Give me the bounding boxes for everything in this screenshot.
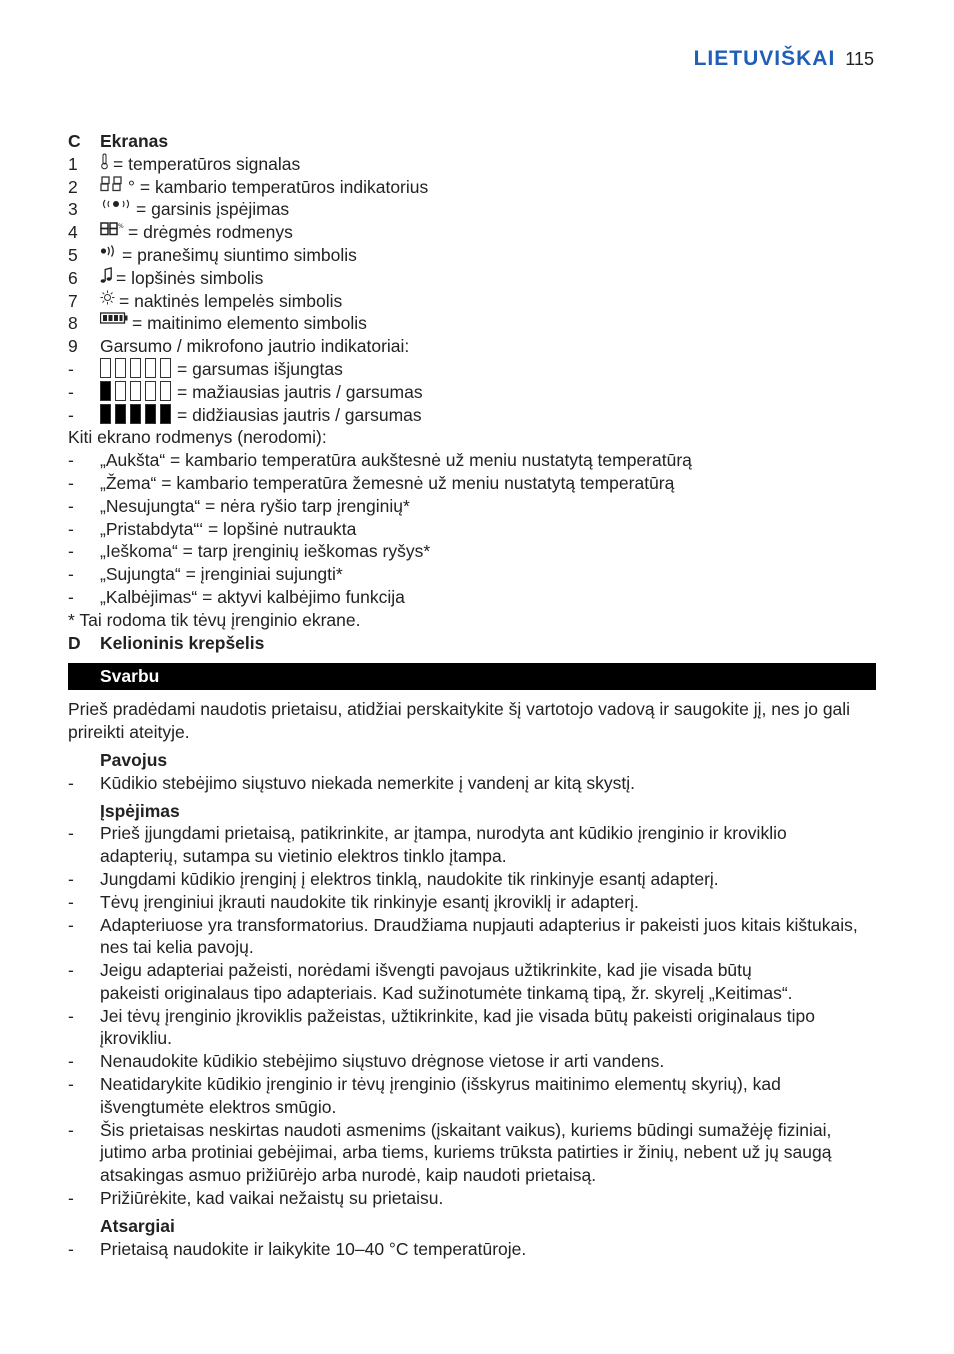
- section-d-heading: D Kelioninis krepšelis: [68, 632, 265, 653]
- list-item: - Adapteriuose yra transformatorius. Draudžiama nupjauti adapterius ir pakeisti juos kitais kištukais, nes tai kelia pavojų.: [68, 914, 858, 958]
- list-item: - „Sujungta“ = įrenginiai sujungti*: [68, 564, 343, 585]
- section-c-heading: C Ekranas: [68, 131, 169, 151]
- intro-paragraph: Prieš pradėdami naudotis prietaisu, atidžiai perskaitykite šį vartotojo vadovą ir saugokite jį, nes jo gali prireikti ateityje.: [68, 699, 851, 743]
- level-indicator-icon: [100, 381, 171, 404]
- battery-icon: [100, 312, 128, 335]
- display-item: 4 % = drėgmės rodmenys: [68, 222, 293, 243]
- humidity-digits-icon: [100, 221, 124, 244]
- thermometer-icon: [100, 153, 109, 176]
- list-item: - Tėvų įrenginiui įkrauti naudokite tik rinkinyje esantį įkroviklį ir adapterį.: [68, 891, 639, 912]
- display-item: 6 = lopšinės simbolis: [68, 267, 264, 288]
- page-number: 115: [845, 49, 874, 69]
- sound-alert-icon: [100, 198, 132, 221]
- list-item: - „Kalbėjimas“ = aktyvi kalbėjimo funkcija: [68, 586, 405, 607]
- important-banner: Svarbu: [68, 663, 876, 690]
- other-readings-intro: Kiti ekrano rodmenys (nerodomi):: [68, 427, 327, 448]
- night-light-icon: [100, 290, 115, 313]
- list-item: - „Aukšta“ = kambario temperatūra aukštesnė už meniu nustatytą temperatūrą: [68, 450, 692, 471]
- level-indicator-icon: [100, 404, 171, 427]
- list-item: - Nenaudokite kūdikio stebėjimo siųstuvo drėgnose vietose ir arti vandens.: [68, 1051, 665, 1072]
- list-item: - Kūdikio stebėjimo siųstuvo niekada nemerkite į vandenį ar kitą skystį.: [68, 772, 635, 793]
- list-item: - „Ieškoma“ = tarp įrenginių ieškomas ryšys*: [68, 541, 431, 562]
- svg-text:%: %: [118, 223, 124, 231]
- talk-icon: [100, 244, 118, 267]
- display-item: 9 Garsumo / mikrofono jautrio indikatoriai:: [68, 336, 410, 357]
- list-item: - „Nesujungta“ = nėra ryšio tarp įrenginių*: [68, 495, 410, 516]
- display-item: 3 = garsinis įspėjimas: [68, 199, 290, 220]
- display-item: 8 = maitinimo elemento simbolis: [68, 313, 367, 334]
- list-item: - „Pristabdyta“‘ = lopšinė nutraukta: [68, 518, 357, 539]
- list-item: - Jei tėvų įrenginio įkroviklis pažeistas, užtikrinkite, kad jie visada būtų pakeisti originalaus tipo įkrovikliu.: [68, 1005, 815, 1049]
- list-item: - Šis prietaisas neskirtas naudoti asmenims (įskaitant vaikus), kuriems būdingi sumažėję fiziniai, jutimo arba protiniai gebėjimai, arba tiems, kuriems trūksta patirties ir žinių, nebent už jų saugą atsakingas asmuo prižiūrėjo arba nurodė, kaip naudoti prietaisą.: [68, 1119, 832, 1186]
- list-item: - Prižiūrėkite, kad vaikai nežaistų su prietaisu.: [68, 1188, 444, 1209]
- level-indicator-icon: [100, 358, 171, 381]
- music-note-icon: [100, 267, 112, 290]
- list-item: - Neatidarykite kūdikio įrenginio ir tėvų įrenginio (išskyrus maitinimo elementų skyrių), kad išvengtumėte elektros smūgio.: [68, 1074, 781, 1117]
- caution-heading: Atsargiai: [100, 1215, 175, 1236]
- page-header: [694, 47, 874, 71]
- list-item: - Jeigu adapteriai pažeisti, norėdami išvengti pavojaus užtikrinkite, kad jie visada būtų pakeisti originalaus tipo adapteriais. Kad sužinotumėte tinkamą tipą, žr. skyrelį „Keitimas“.: [68, 960, 793, 1003]
- display-item: 7 = naktinės lempelės simbolis: [68, 290, 343, 311]
- level-item: - = didžiausias jautris / garsumas: [68, 404, 422, 425]
- list-item: - „Žema“ = kambario temperatūra žemesnė už meniu nustatytą temperatūrą: [68, 472, 675, 493]
- footnote: * Tai rodoma tik tėvų įrenginio ekrane.: [68, 609, 361, 630]
- page-content: [68, 130, 876, 1260]
- list-item: - Jungdami kūdikio įrenginį į elektros tinklą, naudokite tik rinkinyje esantį adapterį.: [68, 868, 719, 889]
- danger-heading: Pavojus: [100, 749, 168, 770]
- level-item: - = mažiausias jautris / garsumas: [68, 381, 423, 402]
- display-item: 1 = temperatūros signalas: [68, 153, 301, 174]
- display-item: 5 = pranešimų siuntimo simbolis: [68, 244, 357, 265]
- list-item: - Prieš įjungdami prietaisą, patikrinkite, ar įtampa, nurodyta ant kūdikio įrenginio ir kroviklio adapterių, sutampa su vietinio elektros tinklo įtampa.: [68, 823, 787, 867]
- language-title: LIETUVIŠKAI: [693, 47, 836, 70]
- display-item: 2 ° = kambario temperatūros indikatorius: [68, 176, 429, 197]
- list-item: - Prietaisą naudokite ir laikykite 10–40 °C temperatūroje.: [68, 1238, 527, 1259]
- segment-digits-icon: [100, 176, 124, 199]
- warning-heading: Įspėjimas: [100, 800, 180, 821]
- level-item: - = garsumas išjungtas: [68, 358, 343, 379]
